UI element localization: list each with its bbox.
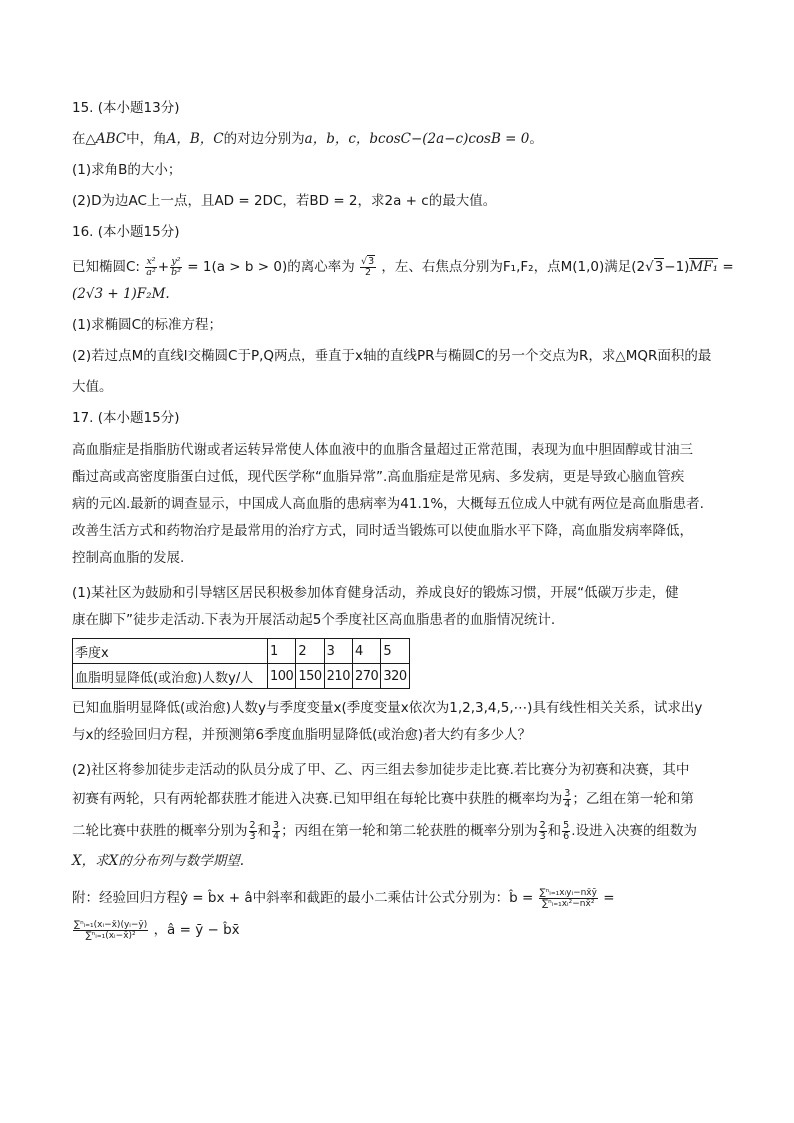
table-cell: 320: [381, 664, 409, 689]
table-cell: 150: [296, 664, 324, 689]
q16-part2-line2: 大值。: [72, 379, 113, 395]
table-row-label: 血脂明显降低(或治愈)人数y/人: [73, 664, 268, 689]
q17-part1: [72, 580, 732, 634]
fraction-y2-b2: $\frac{\text{y²}}{\text{b²}}$: [171, 255, 181, 278]
q15-part2: (2)D为边AC上一点，且AD = 2DC，若BD = 2，求2a + c的最大值。: [72, 193, 497, 209]
q17-part1-question: [72, 695, 732, 749]
table-cell: 1: [268, 639, 296, 664]
paragraph-line: (1)某社区为鼓励和引导辖区居民积极参加体育健身活动，养成良好的锻炼习惯，开展“低碳万步走，健: [72, 585, 679, 601]
paragraph-line: 已知血脂明显降低(或治愈)人数y与季度变量x(季度变量x依次为1,2,3,4,5,⋯)具有线性相关关系，试求出y: [72, 700, 703, 716]
table-row: [73, 639, 410, 664]
q17-part2: [72, 757, 732, 875]
table-cell: 210: [324, 664, 352, 689]
q17-appendix-line1: 附：经验回归方程ŷ = b̂x + â中斜率和截距的最小二乘估计公式分别为：b̂ = $\frac{\text{∑ⁿᵢ₌₁xᵢyᵢ−nx̄ȳ}}{\text{∑ⁿᵢ₌₁xᵢ²−nx̄²}}$ =: [72, 887, 615, 909]
paragraph-line: (2)社区将参加徒步走活动的队员分成了甲、乙、丙三组去参加徒步走比赛.若比赛分为初赛和决赛，其中: [72, 762, 690, 778]
q17-intro-paragraph: [72, 437, 732, 572]
q17-appendix-line2: $\frac{\text{∑ⁿᵢ₌₁(xᵢ−x̄)(yᵢ−ȳ)}}{\text{∑ⁿᵢ₌₁(xᵢ−x̄)²}}$ ，â = ȳ − b̂x̄: [74, 919, 240, 941]
exam-page: [72, 98, 732, 945]
q16-stem-line2: (2√3 + 1)F₂M.: [72, 286, 170, 302]
table-cell: 270: [352, 664, 380, 689]
paragraph-line: 与x的经验回归方程，并预测第6季度血脂明显降低(或治愈)者大约有多少人？: [72, 727, 532, 743]
q17-header: 17. (本小题15分): [72, 410, 180, 426]
table-cell: 2: [296, 639, 324, 664]
formula-slope-a: $\frac{\text{∑ⁿᵢ₌₁xᵢyᵢ−nx̄ȳ}}{\text{∑ⁿᵢ₌₁xᵢ²−nx̄²}}$: [539, 887, 597, 909]
paragraph-line: 康在脚下”徒步走活动.下表为开展活动起5个季度社区高血脂患者的血脂情况统计.: [72, 612, 556, 628]
q16-stem-line1: 已知椭圆C: $\frac{\text{x²}}{\text{a²}}$ + $\frac{\text{y²}}{\text{b²}}$ = 1(a > b > 0)的离心率为 $\frac{√3}{2}$ ，左、右焦点分别为F₁,F₂，点M(1,0)满足(2√3−1)MF₁ =: [72, 255, 734, 278]
fraction-sqrt3-2: $\frac{√3}{2}$: [361, 255, 375, 278]
q16-part2-line1: (2)若过点M的直线l交椭圆C于P,Q两点，垂直于x轴的直线PR与椭圆C的另一个交点为R，求△MQR面积的最: [72, 348, 712, 364]
q16-header: 16. (本小题15分): [72, 224, 180, 240]
table-cell: 3: [324, 639, 352, 664]
paragraph-line: 二轮比赛中获胜的概率分别为 $\frac{2}{3}$ 和 $\frac{3}{4}$ ；丙组在第一轮和第二轮获胜的概率分别为 $\frac{2}{3}$ 和 $\frac{5}{6}$ .设进入决赛的组数为: [72, 819, 697, 842]
table-row-label: 季度x: [73, 639, 268, 664]
paragraph-line: 改善生活方式和药物治疗是最常用的治疗方式，同时适当锻炼可以使血脂水平下降，高血脂发病率降低，: [72, 523, 693, 539]
fraction-x2-a2: $\frac{\text{x²}}{\text{a²}}$: [146, 255, 156, 278]
table-cell: 100: [268, 664, 296, 689]
q15-header: 15. (本小题13分): [72, 100, 180, 116]
q16-part1: (1)求椭圆C的标准方程；: [72, 317, 223, 333]
q15-stem: 在△ABC中，角A，B，C的对边分别为a，b，c，bcosC−(2a−c)cosB = 0。: [72, 131, 543, 147]
table-cell: 4: [352, 639, 380, 664]
paragraph-line: 高血脂症是指脂肪代谢或者运转异常使人体血液中的血脂含量超过正常范围，表现为血中胆固醇或甘油三: [72, 442, 693, 458]
q15-part1: (1)求角B的大小；: [72, 162, 182, 178]
table-row: [73, 664, 410, 689]
table-cell: 5: [381, 639, 409, 664]
paragraph-line: 酯过高或高密度脂蛋白过低，现代医学称“血脂异常”.高血脂症是常见病、多发病，更是导致心脑血管疾: [72, 469, 685, 485]
paragraph-line: 病的元凶.最新的调查显示，中国成人高血脂的患病率为41.1%，大概每五位成人中就有两位是高血脂患者.: [72, 496, 704, 512]
paragraph-line: X，求X的分布列与数学期望.: [72, 853, 245, 869]
paragraph-line: 初赛有两轮，只有两轮都获胜才能进入决赛.已知甲组在每轮比赛中获胜的概率均为 $\frac{3}{4}$ ；乙组在第一轮和第: [72, 787, 694, 810]
formula-slope-b: $\frac{\text{∑ⁿᵢ₌₁(xᵢ−x̄)(yᵢ−ȳ)}}{\text{∑ⁿᵢ₌₁(xᵢ−x̄)²}}$: [74, 919, 148, 941]
statistics-table: [72, 638, 410, 689]
paragraph-line: 控制高血脂的发展.: [72, 550, 185, 566]
